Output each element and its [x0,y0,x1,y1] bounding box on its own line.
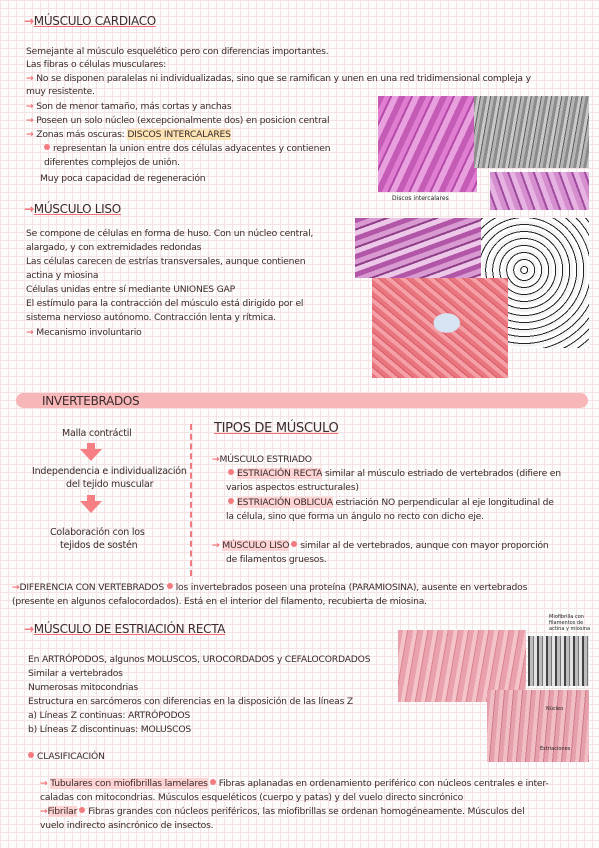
bullet-dot-icon [28,752,34,758]
column-divider [190,424,192,576]
text-line: Se compone de células en forma de huso. Con un núcleo central, [26,228,314,239]
text-line: la célula, sino que forma un ángulo no recto con dicho eje. [226,511,484,522]
arrow-icon: → [24,14,34,28]
recta-line: ESTRIACIÓN RECTA similar al músculo estriado de vertebrados (difiere en [228,468,561,480]
text-line: alargado, y con extremidades redondas [26,242,202,253]
bullet-dot-icon [79,807,85,813]
sub-bullet-line: representan la union entre dos células adyacentes y contienen [44,143,330,155]
cardiac-electron-micrograph [474,96,589,168]
arrow-icon: → [26,101,34,112]
arrow-icon: → [212,540,220,551]
arrow-icon: → [12,582,20,593]
down-arrow-icon [80,501,102,513]
diferencia-line: →DIFERENCIA CON VERTEBRADOS los invertebrados poseen una proteína (PARAMIOSINA), ausente en vertebrados [12,582,528,593]
text-line: Muy poca capacidad de regeneración [40,173,206,184]
image-caption: Discos intercalares [392,195,449,202]
liso-title: →MÚSCULO LISO [24,202,121,216]
tipos-title: TIPOS DE MÚSCULO [214,421,339,436]
discos-highlight: DISCOS INTERCALARES [127,129,231,140]
myofibril-micrograph [528,636,589,686]
text-line: muy resistente. [26,86,95,97]
text-line: a) Líneas Z continuas: ARTRÓPODOS [28,710,191,721]
flow-step: del tejido muscular [66,479,154,490]
cardiac-histology-image [378,96,477,192]
arrow-icon: → [40,806,48,817]
text-line: Las fibras o células musculares: [26,59,167,70]
text-line: Estructura en sarcómeros con diferencias en la disposición de las líneas Z [28,696,353,707]
cardiaco-title: →MÚSCULO CARDIACO [24,14,156,28]
flow-step: tejidos de sostén [60,540,138,551]
invertebrados-title: INVERTEBRADOS [42,394,140,408]
text-line: varios aspectos estructurales) [226,482,359,493]
text-line: Similar a vertebrados [28,668,123,679]
bullet-dot-icon [44,144,50,150]
text-line: sistema nervioso autónomo. Contracción lenta y rítmica. [26,312,276,323]
liso-line: → MÚSCULO LISO similar al de vertebrados, aunque con mayor proporción [212,540,549,551]
text-line: caladas con mitocondrias. Músculos esqueléticos (cuerpo y patas) y del vuelo directo sincrónico [40,792,464,803]
image-label: Estriaciones [540,746,571,752]
image-caption: filamentos de [549,620,584,626]
text-line: (presente en algunos cefalocordados). Está en el interior del filamento, recubierta de miosina. [12,596,427,607]
smooth-muscle-section-image [372,278,508,378]
arrow-icon: → [26,73,34,84]
arrow-icon: → [26,115,34,126]
text-line: vuelo indirecto asincrónico de insectos. [40,820,214,831]
fibrilar-line: →Fibrilar Fibras grandes con núcleos periféricos, las miofibrillas se ordenan homogéneamente. Músculos del [40,806,525,817]
tubulares-line: → Tubulares con miofibrillas lamelares Fibras aplanadas en ordenamiento periférico con núcleos centrales e inter- [40,778,549,789]
text-line: actina y miosina [26,270,99,281]
text-line: Las células carecen de estrías transversales, aunque contienen [26,256,306,267]
flow-step: Independencia e individualización [32,466,187,477]
bullet-dot-icon [291,541,297,547]
arrow-icon: → [26,129,34,140]
text-line: Células unidas entre sí mediante UNIONES GAP [26,284,235,295]
bullet-line: → Son de menor tamaño, más cortas y anchas [26,101,232,112]
text-line: En ARTRÓPODOS, algunos MOLUSCOS, UROCORDADOS y CEFALOCORDADOS [28,654,371,665]
bullet-line: → Mecanismo involuntario [26,327,142,338]
text-line: de filamentos gruesos. [226,554,327,565]
arrow-icon: → [24,622,34,636]
text-line: Numerosas mitocondrias [28,682,139,693]
flow-step: Colaboración con los [50,527,145,538]
text-line: El estímulo para la contracción del músculo está dirigido por el [26,298,304,309]
striated-section-image [487,690,589,762]
bullet-line: → Zonas más oscuras: DISCOS INTERCALARES [26,129,231,140]
cardiac-detail-image [490,172,589,210]
flow-step: Malla contráctil [62,428,132,439]
clasificacion-heading: CLASIFICACIÓN [28,751,105,763]
estriado-heading: →MÚSCULO ESTRIADO [212,454,312,465]
down-arrow-icon [80,449,102,461]
recta-title: →MÚSCULO DE ESTRIACIÓN RECTA [24,622,226,636]
bullet-dot-icon [210,779,216,785]
oblicua-line: ESTRIACIÓN OBLICUA estriación NO perpendicular al eje longitudinal de [228,497,554,509]
bullet-dot-icon [228,469,234,475]
text-line: b) Líneas Z discontinuas: MOLUSCOS [28,724,191,735]
bullet-dot-icon [167,583,173,589]
arrow-icon: → [212,454,220,465]
smooth-muscle-image [355,218,481,278]
bullet-dot-icon [228,498,234,504]
arrow-icon: → [26,327,34,338]
text-line: diferentes complejos de unión. [44,157,180,168]
bullet-line: → Poseen un solo núcleo (excepcionalmente dos) en posicion central [26,115,330,126]
arrow-icon: → [40,778,48,789]
arrow-icon: → [24,202,34,216]
image-caption: Miofibrilla con [549,614,584,620]
text-line: Semejante al músculo esquelético pero con diferencias importantes. [26,46,329,57]
image-label: Núcleo [546,706,564,712]
image-caption: actina y miosina [549,626,591,632]
bullet-line: → No se disponen paralelas ni individualizadas, sino que se ramifican y unen en una red tridimensional compleja y [26,73,531,84]
